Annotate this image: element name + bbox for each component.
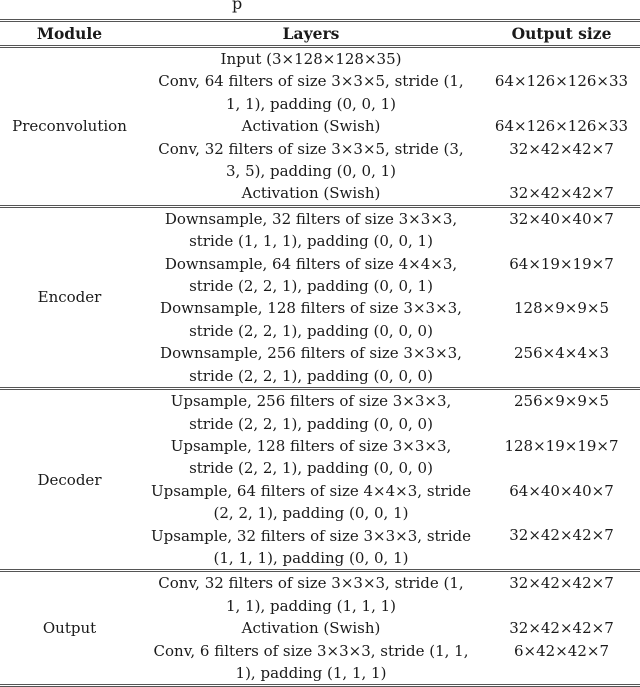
layer-text-line: Downsample, 128 filters of size 3×3×3, (160, 299, 462, 318)
section-encoder (0, 206, 640, 388)
layer-text-line: Downsample, 64 filters of size 4×4×3, (164, 254, 458, 273)
output-size-value: 64×126×126×33 (494, 72, 629, 91)
layer-text-line: stride (2, 2, 1), padding (0, 0, 1) (189, 277, 433, 296)
layer-text-line: 1, 1), padding (0, 0, 1) (226, 94, 396, 113)
section-row (0, 571, 640, 686)
layer-text-line: Upsample, 32 filters of size 3×3×3, stride (151, 526, 471, 545)
module-name: Preconvolution (12, 117, 127, 136)
layer-text-line: (2, 2, 1), padding (0, 0, 1) (213, 504, 409, 523)
architecture-table (0, 19, 640, 687)
layers-cell (139, 206, 483, 388)
output-size-value: 64×126×126×33 (494, 117, 629, 136)
layer-text-line: stride (2, 2, 1), padding (0, 0, 0) (189, 321, 433, 340)
module-name: Output (42, 619, 97, 638)
output-size-value (483, 365, 640, 387)
output-size-value: 6×42×42×7 (514, 641, 609, 660)
output-size-value (483, 160, 640, 182)
output-size-cell (483, 206, 640, 388)
layer-text-line: (1, 1, 1), padding (0, 0, 1) (213, 548, 409, 567)
layer-text-line: stride (1, 1, 1), padding (0, 0, 1) (189, 232, 433, 251)
output-size-value (483, 595, 640, 617)
output-size-value (483, 457, 640, 479)
output-size-value: 256×4×4×3 (514, 344, 609, 363)
output-size-value (483, 412, 640, 434)
output-size-value (483, 547, 640, 569)
section-row (0, 47, 640, 207)
layer-text-line: Activation (Swish) (241, 184, 381, 203)
layer-text-line: Input (3×128×128×35) (220, 50, 402, 68)
output-size-value: 32×42×42×7 (509, 526, 614, 545)
output-size-value: 128×9×9×5 (514, 299, 609, 318)
layers-cell (139, 389, 483, 571)
output-size-value: 32×40×40×7 (509, 209, 614, 228)
output-size-cell (483, 47, 640, 207)
layer-text-line: 1), padding (1, 1, 1) (235, 663, 387, 682)
header-output-size: Output size (511, 24, 612, 43)
section-decoder (0, 389, 640, 571)
layer-text-line: stride (2, 2, 1), padding (0, 0, 0) (189, 459, 433, 478)
output-size-value: 32×42×42×7 (509, 184, 614, 203)
layers-cell (139, 47, 483, 207)
output-size-value: 128×19×19×7 (504, 436, 619, 455)
output-size-value (483, 320, 640, 342)
output-size-value (483, 230, 640, 252)
layer-text-line: 1, 1), padding (1, 1, 1) (226, 596, 396, 615)
output-size-value (483, 275, 640, 297)
section-output (0, 571, 640, 686)
layer-text-line: Conv, 32 filters of size 3×3×3, stride (1, (158, 574, 464, 593)
layer-text-line: stride (2, 2, 1), padding (0, 0, 0) (189, 366, 433, 385)
output-size-value (483, 48, 640, 70)
output-size-value (483, 93, 640, 115)
layer-text-line: 3, 5), padding (0, 0, 1) (226, 162, 396, 181)
header-layers: Layers (282, 24, 340, 43)
layer-text-line: Activation (Swish) (241, 117, 381, 136)
output-size-value: 64×40×40×7 (509, 481, 614, 500)
layer-text-line: Upsample, 128 filters of size 3×3×3, (170, 436, 452, 455)
module-name: Decoder (37, 470, 102, 489)
layer-text-line: Upsample, 256 filters of size 3×3×3, (170, 392, 452, 411)
layer-text-line: Activation (Swish) (241, 619, 381, 638)
section-preconvolution (0, 47, 640, 207)
output-size-value: 32×42×42×7 (509, 574, 614, 593)
section-row (0, 206, 640, 388)
output-size-value (483, 662, 640, 684)
output-size-cell (483, 389, 640, 571)
output-size-value: 32×42×42×7 (509, 619, 614, 638)
layer-text-line: Conv, 6 filters of size 3×3×3, stride (1, 1, (153, 641, 469, 660)
output-size-value: 32×42×42×7 (509, 139, 614, 158)
layer-text-line: Downsample, 32 filters of size 3×3×3, (164, 209, 458, 228)
cutoff-caption-fragment: p (232, 0, 243, 13)
header-module: Module (36, 24, 103, 43)
output-size-value: 256×9×9×5 (514, 392, 609, 411)
module-name: Encoder (37, 288, 102, 307)
layer-text-line: Upsample, 64 filters of size 4×4×3, stride (151, 481, 471, 500)
layer-text-line: Conv, 64 filters of size 3×3×5, stride (1, (158, 72, 464, 91)
layers-cell (139, 571, 483, 686)
layer-text-line: Conv, 32 filters of size 3×3×5, stride (3, (158, 139, 464, 158)
output-size-value: 64×19×19×7 (509, 254, 614, 273)
header-row (0, 21, 640, 47)
output-size-value (483, 502, 640, 524)
layer-text-line: Downsample, 256 filters of size 3×3×3, (160, 344, 462, 363)
layer-text-line: stride (2, 2, 1), padding (0, 0, 0) (189, 414, 433, 433)
output-size-cell (483, 571, 640, 686)
section-row (0, 389, 640, 571)
